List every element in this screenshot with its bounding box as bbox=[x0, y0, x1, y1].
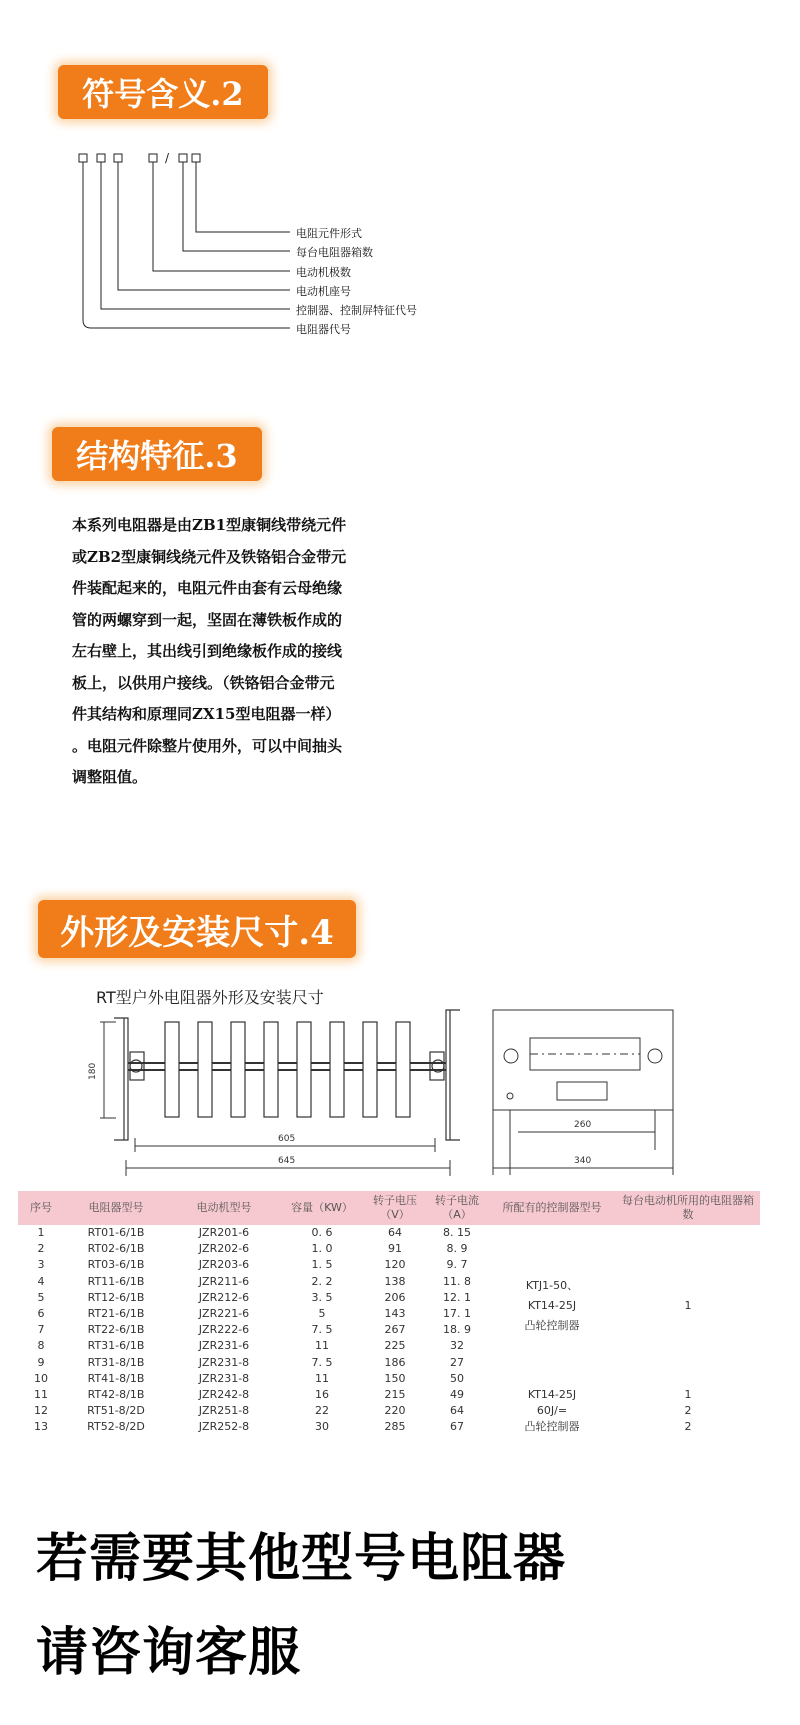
dim-340-label: 340 bbox=[574, 1156, 592, 1166]
cell: JZR211-6 bbox=[198, 1274, 250, 1288]
cell: 267 bbox=[384, 1323, 406, 1337]
cell: 22 bbox=[315, 1404, 329, 1418]
cell: 18. 9 bbox=[443, 1323, 471, 1337]
cell: RT01-6/1B bbox=[87, 1226, 145, 1240]
th-capacity: 容量（KW） bbox=[291, 1201, 353, 1214]
cell: 50 bbox=[450, 1371, 464, 1385]
cell: 138 bbox=[384, 1274, 406, 1288]
cell: 0. 6 bbox=[311, 1226, 333, 1240]
legend-controller-code: 控制器、控制屏特征代号 bbox=[296, 304, 417, 317]
cell: RT02-6/1B bbox=[87, 1242, 145, 1256]
cell: RT31-6/1B bbox=[87, 1339, 145, 1353]
table-row bbox=[18, 1403, 760, 1419]
cell: 186 bbox=[384, 1355, 406, 1369]
cell: 2 bbox=[684, 1404, 692, 1418]
cell: 1. 0 bbox=[311, 1242, 333, 1256]
cell: 285 bbox=[384, 1420, 406, 1434]
cell: 30 bbox=[315, 1420, 329, 1434]
th-box-count: 每台电动机所用的电阻器箱数 bbox=[622, 1194, 754, 1221]
code-diagram bbox=[0, 150, 800, 370]
spec-table bbox=[18, 1191, 760, 1435]
cell: 4 bbox=[37, 1274, 45, 1288]
legend-resistor-element-form: 电阻元件形式 bbox=[296, 227, 362, 240]
cell: 1 bbox=[684, 1387, 692, 1401]
cell: 64 bbox=[388, 1226, 402, 1240]
cell: KT14-25J bbox=[527, 1387, 577, 1401]
th-controller: 所配有的控制器型号 bbox=[502, 1201, 602, 1214]
cell: 3 bbox=[37, 1258, 45, 1272]
cell: RT22-6/1B bbox=[87, 1323, 145, 1337]
cell: 27 bbox=[450, 1355, 464, 1369]
code-box-4 bbox=[149, 154, 157, 162]
cell: 16 bbox=[315, 1387, 329, 1401]
table-row bbox=[18, 1387, 760, 1403]
cell: JZR212-6 bbox=[198, 1290, 250, 1304]
cell: 12. 1 bbox=[443, 1290, 471, 1304]
cell: 9. 7 bbox=[446, 1258, 468, 1272]
cell: RT11-6/1B bbox=[87, 1274, 145, 1288]
drawing-title: RT型户外电阻器外形及安装尺寸 bbox=[96, 988, 324, 1007]
structure-line: 调整阻值。 bbox=[72, 768, 148, 786]
cell: 6 bbox=[37, 1307, 45, 1321]
cell: RT52-8/2D bbox=[87, 1420, 145, 1434]
cell: 64 bbox=[450, 1404, 464, 1418]
dim-645-label: 645 bbox=[278, 1156, 296, 1166]
cell: 49 bbox=[450, 1387, 464, 1401]
cell: 1 bbox=[37, 1226, 45, 1240]
cell: 225 bbox=[384, 1339, 406, 1353]
cell: RT03-6/1B bbox=[87, 1258, 145, 1272]
cell: JZR231-8 bbox=[198, 1371, 250, 1385]
legend-boxes-per-unit: 每台电阻器箱数 bbox=[296, 246, 373, 259]
table-row bbox=[18, 1419, 760, 1435]
table-row bbox=[18, 1225, 760, 1241]
cell: 11. 8 bbox=[443, 1274, 471, 1288]
cell: 215 bbox=[384, 1387, 406, 1401]
cell: 12 bbox=[34, 1404, 48, 1418]
cell: 凸轮控制器 bbox=[524, 1420, 580, 1434]
cell: 11 bbox=[315, 1339, 329, 1353]
cell: 5 bbox=[37, 1290, 45, 1304]
cell: JZR231-6 bbox=[198, 1339, 250, 1353]
cell: KT14-25J bbox=[527, 1298, 577, 1312]
cell: JZR203-6 bbox=[198, 1258, 250, 1272]
controller-group-1 bbox=[488, 1225, 616, 1387]
th-rotor-current: 转子电流（A） bbox=[435, 1194, 479, 1221]
cell: 5 bbox=[318, 1307, 326, 1321]
section-dimensions-banner: 外形及安装尺寸.4 bbox=[38, 900, 356, 958]
cell: 7. 5 bbox=[311, 1323, 333, 1337]
structure-description bbox=[72, 510, 417, 794]
structure-line: 本系列电阻器是由ZB1型康铜线带绕元件 bbox=[72, 516, 347, 534]
structure-line: 左右壁上，其出线引到绝缘板作成的接线 bbox=[72, 642, 343, 660]
footer-line-2: 请咨询客服 bbox=[36, 1623, 302, 1683]
cell: RT42-8/1B bbox=[87, 1387, 145, 1401]
structure-line: 。电阻元件除整片使用外，可以中间抽头 bbox=[72, 736, 343, 755]
cell: 120 bbox=[384, 1258, 406, 1272]
cell: 3. 5 bbox=[311, 1290, 333, 1304]
cell: RT21-6/1B bbox=[87, 1307, 145, 1321]
dimension-drawing bbox=[0, 1000, 800, 1185]
cell: 10 bbox=[34, 1371, 48, 1385]
code-box-6 bbox=[192, 154, 200, 162]
cell: RT41-8/1B bbox=[87, 1371, 145, 1385]
section-symbol-meaning-banner: 符号含义.2 bbox=[58, 65, 268, 119]
section-structure-banner: 结构特征.3 bbox=[52, 427, 262, 481]
dim-605-label: 605 bbox=[278, 1134, 296, 1144]
cell: 143 bbox=[384, 1307, 406, 1321]
cell: RT31-8/1B bbox=[87, 1355, 145, 1369]
dim-height-label: 180 bbox=[88, 1062, 98, 1080]
code-box-1 bbox=[79, 154, 87, 162]
dim-260-label: 260 bbox=[574, 1120, 592, 1130]
th-motor-model: 电动机型号 bbox=[196, 1201, 252, 1214]
cell: JZR201-6 bbox=[198, 1226, 250, 1240]
cell: 8. 9 bbox=[446, 1242, 468, 1256]
cell: 32 bbox=[450, 1339, 464, 1353]
cell: 2 bbox=[684, 1420, 692, 1434]
cell: 150 bbox=[384, 1371, 406, 1385]
box-count-group-1: 1 bbox=[684, 1298, 692, 1312]
footer-line-1: 若需要其他型号电阻器 bbox=[36, 1529, 567, 1589]
cell: 2. 2 bbox=[311, 1274, 333, 1288]
code-box-5 bbox=[179, 154, 187, 162]
table-header-row bbox=[18, 1191, 760, 1225]
structure-line: 板上，以供用户接线。（铁铬铝合金带元 bbox=[72, 673, 335, 692]
cell: JZR221-6 bbox=[198, 1307, 250, 1321]
cell: 60J/= bbox=[536, 1404, 568, 1418]
cell: KTJ1-50、 bbox=[525, 1278, 579, 1292]
cell: 220 bbox=[384, 1404, 406, 1418]
cell: 凸轮控制器 bbox=[524, 1318, 580, 1332]
th-rotor-voltage: 转子电压（V） bbox=[373, 1194, 417, 1221]
structure-line: 或ZB2型康铜线绕元件及铁铬铝合金带元 bbox=[72, 547, 347, 566]
cell: 91 bbox=[388, 1242, 402, 1256]
cell: RT51-8/2D bbox=[87, 1404, 145, 1418]
legend-resistor-code: 电阻器代号 bbox=[296, 323, 351, 336]
structure-line: 管的两螺穿到一起，坚固在薄铁板作成的 bbox=[72, 610, 343, 629]
legend-motor-frame: 电动机座号 bbox=[296, 285, 351, 298]
cell: 1. 5 bbox=[311, 1258, 333, 1272]
cell: JZR222-6 bbox=[198, 1323, 250, 1337]
cell: JZR251-8 bbox=[198, 1404, 250, 1418]
th-resistor-model: 电阻器型号 bbox=[88, 1201, 144, 1214]
cell: JZR202-6 bbox=[198, 1242, 250, 1256]
code-box-2 bbox=[97, 154, 105, 162]
cell: 8. 15 bbox=[443, 1226, 471, 1240]
structure-line: 件装配起来的，电阻元件由套有云母绝缘 bbox=[72, 579, 343, 597]
structure-line: 件其结构和原理同ZX15型电阻器一样） bbox=[72, 705, 341, 723]
cell: 11 bbox=[315, 1371, 329, 1385]
cell: 67 bbox=[450, 1420, 464, 1434]
cell: 7 bbox=[37, 1323, 45, 1337]
cell: JZR242-8 bbox=[198, 1387, 250, 1401]
th-index: 序号 bbox=[30, 1201, 52, 1214]
code-slash: / bbox=[165, 151, 170, 165]
cell: 8 bbox=[37, 1339, 45, 1353]
cell: 9 bbox=[37, 1355, 45, 1369]
cell: 2 bbox=[37, 1242, 45, 1256]
cell: JZR231-8 bbox=[198, 1355, 250, 1369]
cell: 206 bbox=[384, 1290, 406, 1304]
legend-motor-poles: 电动机极数 bbox=[296, 266, 351, 279]
cell: 11 bbox=[34, 1387, 48, 1401]
cell: RT12-6/1B bbox=[87, 1290, 145, 1304]
cell: JZR252-8 bbox=[198, 1420, 250, 1434]
cell: 17. 1 bbox=[443, 1307, 471, 1321]
cell: 13 bbox=[34, 1420, 48, 1434]
code-box-3 bbox=[114, 154, 122, 162]
cell: 7. 5 bbox=[311, 1355, 333, 1369]
